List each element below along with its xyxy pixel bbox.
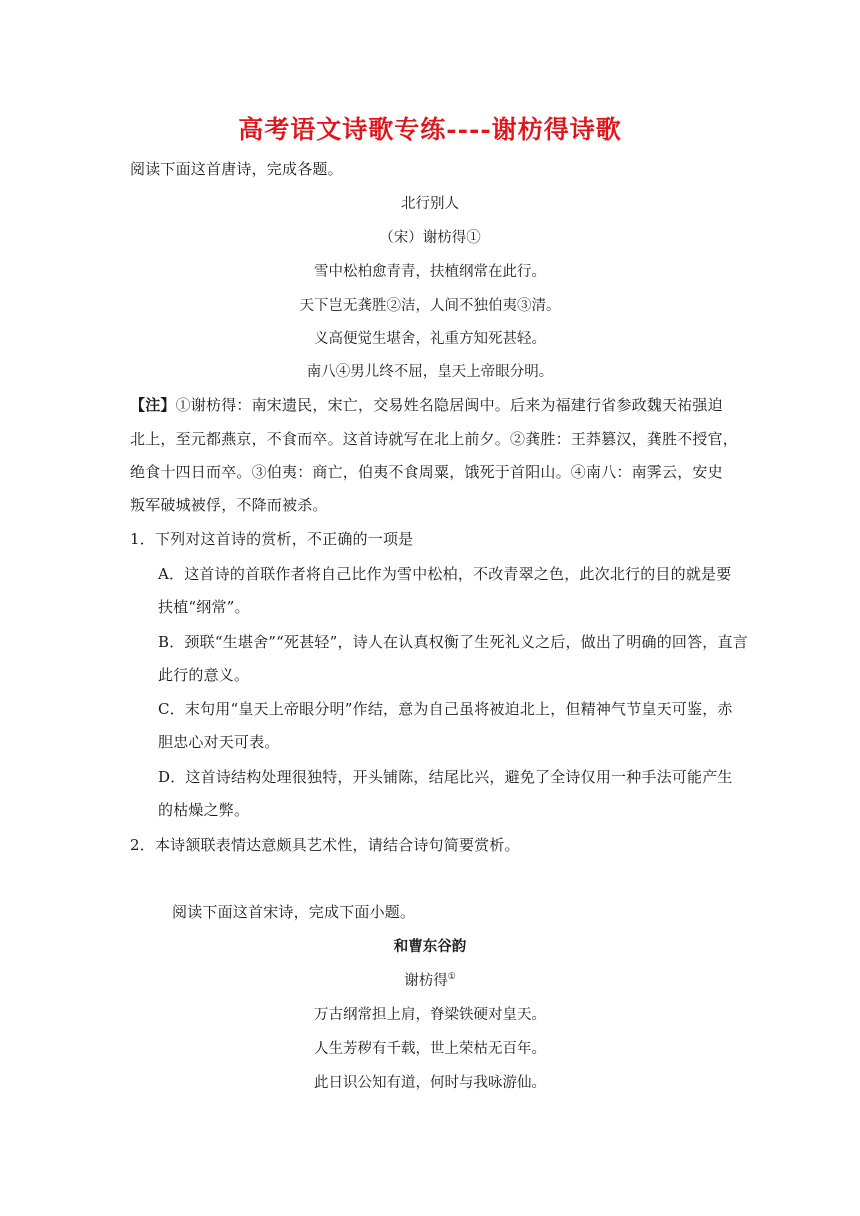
note-line: ①谢枋得：南宋遗民，宋亡，交易姓名隐居闽中。后来为福建行省参政魏天祐强迫 — [175, 396, 723, 414]
option-c: C．末句用“皇天上帝眼分明”作结，意为自己虽将被迫北上，但精神气节皇天可鉴，赤 — [158, 700, 733, 718]
option-d: D．这首诗结构处理很独特，开头铺陈，结尾比兴，避免了全诗仅用一种手法可能产生 — [158, 768, 733, 786]
option-d-cont: 的枯燥之弊。 — [158, 801, 250, 819]
poem2-line: 万古纲常担上肩，脊梁铁硬对皇天。 — [314, 1007, 546, 1023]
section2-intro: 阅读下面这首宋诗，完成下面小题。 — [172, 903, 416, 921]
option-a: A．这首诗的首联作者将自己比作为雪中松柏，不改青翠之色，此次北行的目的就是要 — [158, 565, 732, 583]
poem1-author: （宋）谢枋得① — [379, 230, 481, 246]
note-line: 北上，至元都燕京，不食而卒。这首诗就写在北上前夕。②龚胜：王莽篡汉，龚胜不授官， — [130, 430, 739, 448]
document-title: 高考语文诗歌专练----谢枋得诗歌 — [238, 115, 622, 144]
note-line: 叛军破城被俘，不降而被杀。 — [130, 496, 328, 514]
option-b-cont: 此行的意义。 — [158, 666, 250, 684]
poem2-line: 此日识公知有道，何时与我咏游仙。 — [314, 1075, 546, 1091]
question-1: 1．下列对这首诗的赏析，不正确的一项是 — [130, 530, 414, 548]
note-label: 【注】 — [130, 396, 176, 414]
note-line: 绝食十四日而卒。③伯夷：商亡，伯夷不食周粟，饿死于首阳山。④南八：南霁云，安史 — [130, 463, 723, 481]
poem2-line: 人生芳秽有千载，世上荣枯无百年。 — [314, 1041, 546, 1057]
section1-intro: 阅读下面这首唐诗，完成各题。 — [130, 160, 343, 178]
poem1-line: 天下岂无龚胜②洁，人间不独伯夷③清。 — [299, 298, 561, 314]
poem2-author-name: 谢枋得 — [404, 973, 448, 989]
poem2-author — [0, 969, 860, 990]
poem1-line: 南八④男儿终不屈，皇天上帝眼分明。 — [306, 364, 554, 380]
option-c-cont: 胆忠心对天可表。 — [158, 733, 280, 751]
poem1-line: 义高便觉生堪舍，礼重方知死甚轻。 — [314, 331, 546, 347]
option-b: B．颈联“生堪舍”“死甚轻”，诗人在认真权衡了生死礼义之后，做出了明确的回答，直言 — [158, 633, 748, 651]
question-2: 2．本诗颔联表情达意颇具艺术性，请结合诗句简要赏析。 — [130, 836, 520, 854]
footnote-mark: ① — [447, 972, 456, 983]
option-a-cont: 扶植“纲常”。 — [158, 598, 250, 616]
poem1-title: 北行别人 — [401, 196, 459, 212]
poem2-title: 和曹东谷韵 — [393, 938, 467, 955]
note-paragraph — [130, 394, 723, 415]
poem1-line: 雪中松柏愈青青，扶植纲常在此行。 — [314, 264, 546, 280]
